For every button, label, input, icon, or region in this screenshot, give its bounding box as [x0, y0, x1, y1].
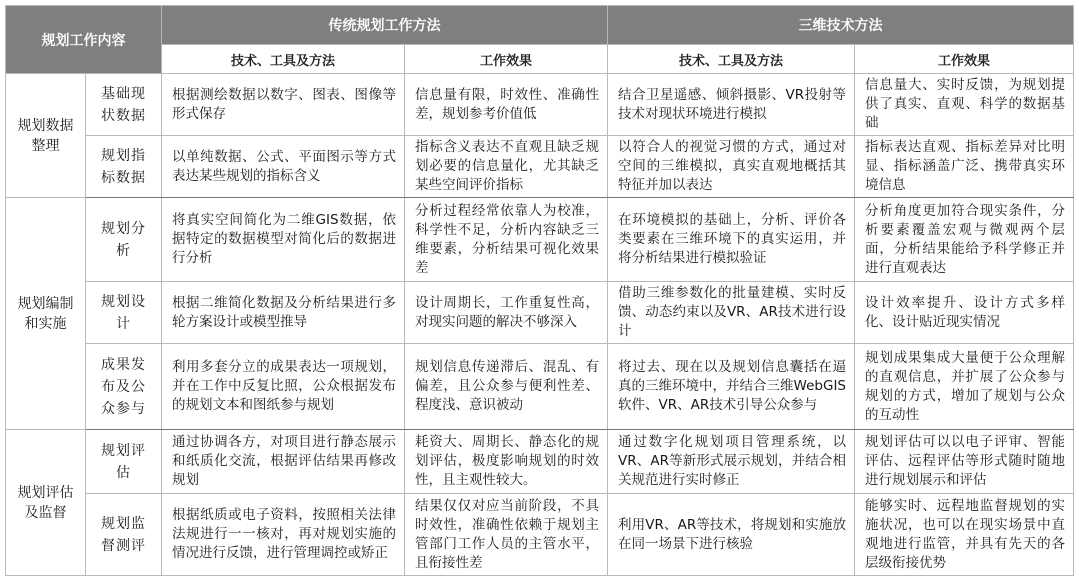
threed-tech-cell: 借助三维参数化的批量建模、实时反馈、动态约束以及VR、AR技术进行设计: [608, 282, 855, 344]
comparison-table: [5, 5, 1074, 576]
category-cell: 规划数据整理: [6, 74, 86, 198]
table-row: [6, 344, 1074, 430]
trad-effect-cell: 结果仅仅对应当前阶段，不具时效性，准确性依赖于规划主管部门工作人员的主管水平，且衔接性差: [405, 494, 608, 576]
trad-tech-cell: 根据纸质或电子资料，按照相关法律法规进行一一核对，再对规划实施的情况进行反馈，进行管理调控或矫正: [162, 494, 405, 576]
threed-tech-cell: 结合卫星遥感、倾斜摄影、VR投射等技术对现状环境进行模拟: [608, 74, 855, 136]
header-threed: 三维技术方法: [608, 6, 1074, 45]
table-row: [6, 430, 1074, 494]
table-row: [6, 198, 1074, 282]
trad-effect-cell: 分析过程经常依靠人为校准，科学性不足，分析内容缺乏三维要素，分析结果可视化效果差: [405, 198, 608, 282]
trad-effect-cell: 信息量有限，时效性、准确性差，规划参考价值低: [405, 74, 608, 136]
threed-tech-cell: 通过数字化规划项目管理系统，以VR、AR等新形式展示规划，并结合相关规范进行实时修正: [608, 430, 855, 494]
trad-effect-cell: 指标含义表达不直观且缺乏规划必要的信息量化，尤其缺乏某些空间评价指标: [405, 136, 608, 198]
subcategory-cell: 规划指标数据: [86, 136, 162, 198]
threed-tech-cell: 利用VR、AR等技术，将规划和实施放在同一场景下进行核验: [608, 494, 855, 576]
category-cell: 规划编制和实施: [6, 198, 86, 430]
subcategory-cell: 规划设计: [86, 282, 162, 344]
table-row: [6, 74, 1074, 136]
header-corner: 规划工作内容: [6, 6, 162, 74]
trad-effect-cell: 规划信息传递滞后、混乱、有偏差，且公众参与便利性差、程度浅、意识被动: [405, 344, 608, 430]
threed-effect-cell: 分析角度更加符合现实条件，分析要素覆盖宏观与微观两个层面，分析结果能给予科学修正并进行直观表达: [855, 198, 1074, 282]
subcategory-cell: 基础现状数据: [86, 74, 162, 136]
header-3d-tech: 技术、工具及方法: [608, 45, 855, 74]
threed-tech-cell: 将过去、现在以及规划信息囊括在逼真的三维环境中，并结合三维WebGIS软件、VR、AR技术引导公众参与: [608, 344, 855, 430]
trad-tech-cell: 通过协调各方，对项目进行静态展示和纸质化交流，根据评估结果再修改规划: [162, 430, 405, 494]
header-traditional: 传统规划工作方法: [162, 6, 608, 45]
threed-effect-cell: 指标表达直观、指标差异对比明显、指标涵盖广泛、携带真实环境信息: [855, 136, 1074, 198]
threed-tech-cell: 以符合人的视觉习惯的方式，通过对空间的三维模拟，真实直观地概括其特征并加以表达: [608, 136, 855, 198]
header-trad-effect: 工作效果: [405, 45, 608, 74]
threed-effect-cell: 设计效率提升、设计方式多样化、设计贴近现实情况: [855, 282, 1074, 344]
comparison-table-container: [5, 5, 1073, 576]
trad-tech-cell: 将真实空间简化为二维GIS数据，依据特定的数据模型对简化后的数据进行分析: [162, 198, 405, 282]
threed-tech-cell: 在环境模拟的基础上，分析、评价各类要素在三维环境下的真实运用，并将分析结果进行模拟验证: [608, 198, 855, 282]
subcategory-cell: 规划评估: [86, 430, 162, 494]
threed-effect-cell: 规划评估可以以电子评审、智能评估、远程评估等形式随时随地进行规划展示和评估: [855, 430, 1074, 494]
table-row: [6, 282, 1074, 344]
table-row: [6, 494, 1074, 576]
subcategory-cell: 规划监督测评: [86, 494, 162, 576]
trad-effect-cell: 耗资大、周期长、静态化的规划评估，极度影响规划的时效性，且主观性较大。: [405, 430, 608, 494]
threed-effect-cell: 信息量大、实时反馈，为规划提供了真实、直观、科学的数据基础: [855, 74, 1074, 136]
trad-effect-cell: 设计周期长，工作重复性高，对现实问题的解决不够深入: [405, 282, 608, 344]
table-row: [6, 136, 1074, 198]
subcategory-cell: 规划分析: [86, 198, 162, 282]
header-3d-effect: 工作效果: [855, 45, 1074, 74]
header-trad-tech: 技术、工具及方法: [162, 45, 405, 74]
trad-tech-cell: 以单纯数据、公式、平面图示等方式表达某些规划的指标含义: [162, 136, 405, 198]
category-cell: 规划评估及监督: [6, 430, 86, 576]
trad-tech-cell: 根据二维简化数据及分析结果进行多轮方案设计或模型推导: [162, 282, 405, 344]
threed-effect-cell: 规划成果集成大量便于公众理解的直观信息，并扩展了公众参与规划的方式，增加了规划与公众的互动性: [855, 344, 1074, 430]
threed-effect-cell: 能够实时、远程地监督规划的实施状况，也可以在现实场景中直观地进行监管，并具有先天的各层级衔接优势: [855, 494, 1074, 576]
trad-tech-cell: 利用多套分立的成果表达一项规划，并在工作中反复比照，公众根据发布的规划文本和图纸参与规划: [162, 344, 405, 430]
trad-tech-cell: 根据测绘数据以数字、图表、图像等形式保存: [162, 74, 405, 136]
subcategory-cell: 成果发布及公众参与: [86, 344, 162, 430]
